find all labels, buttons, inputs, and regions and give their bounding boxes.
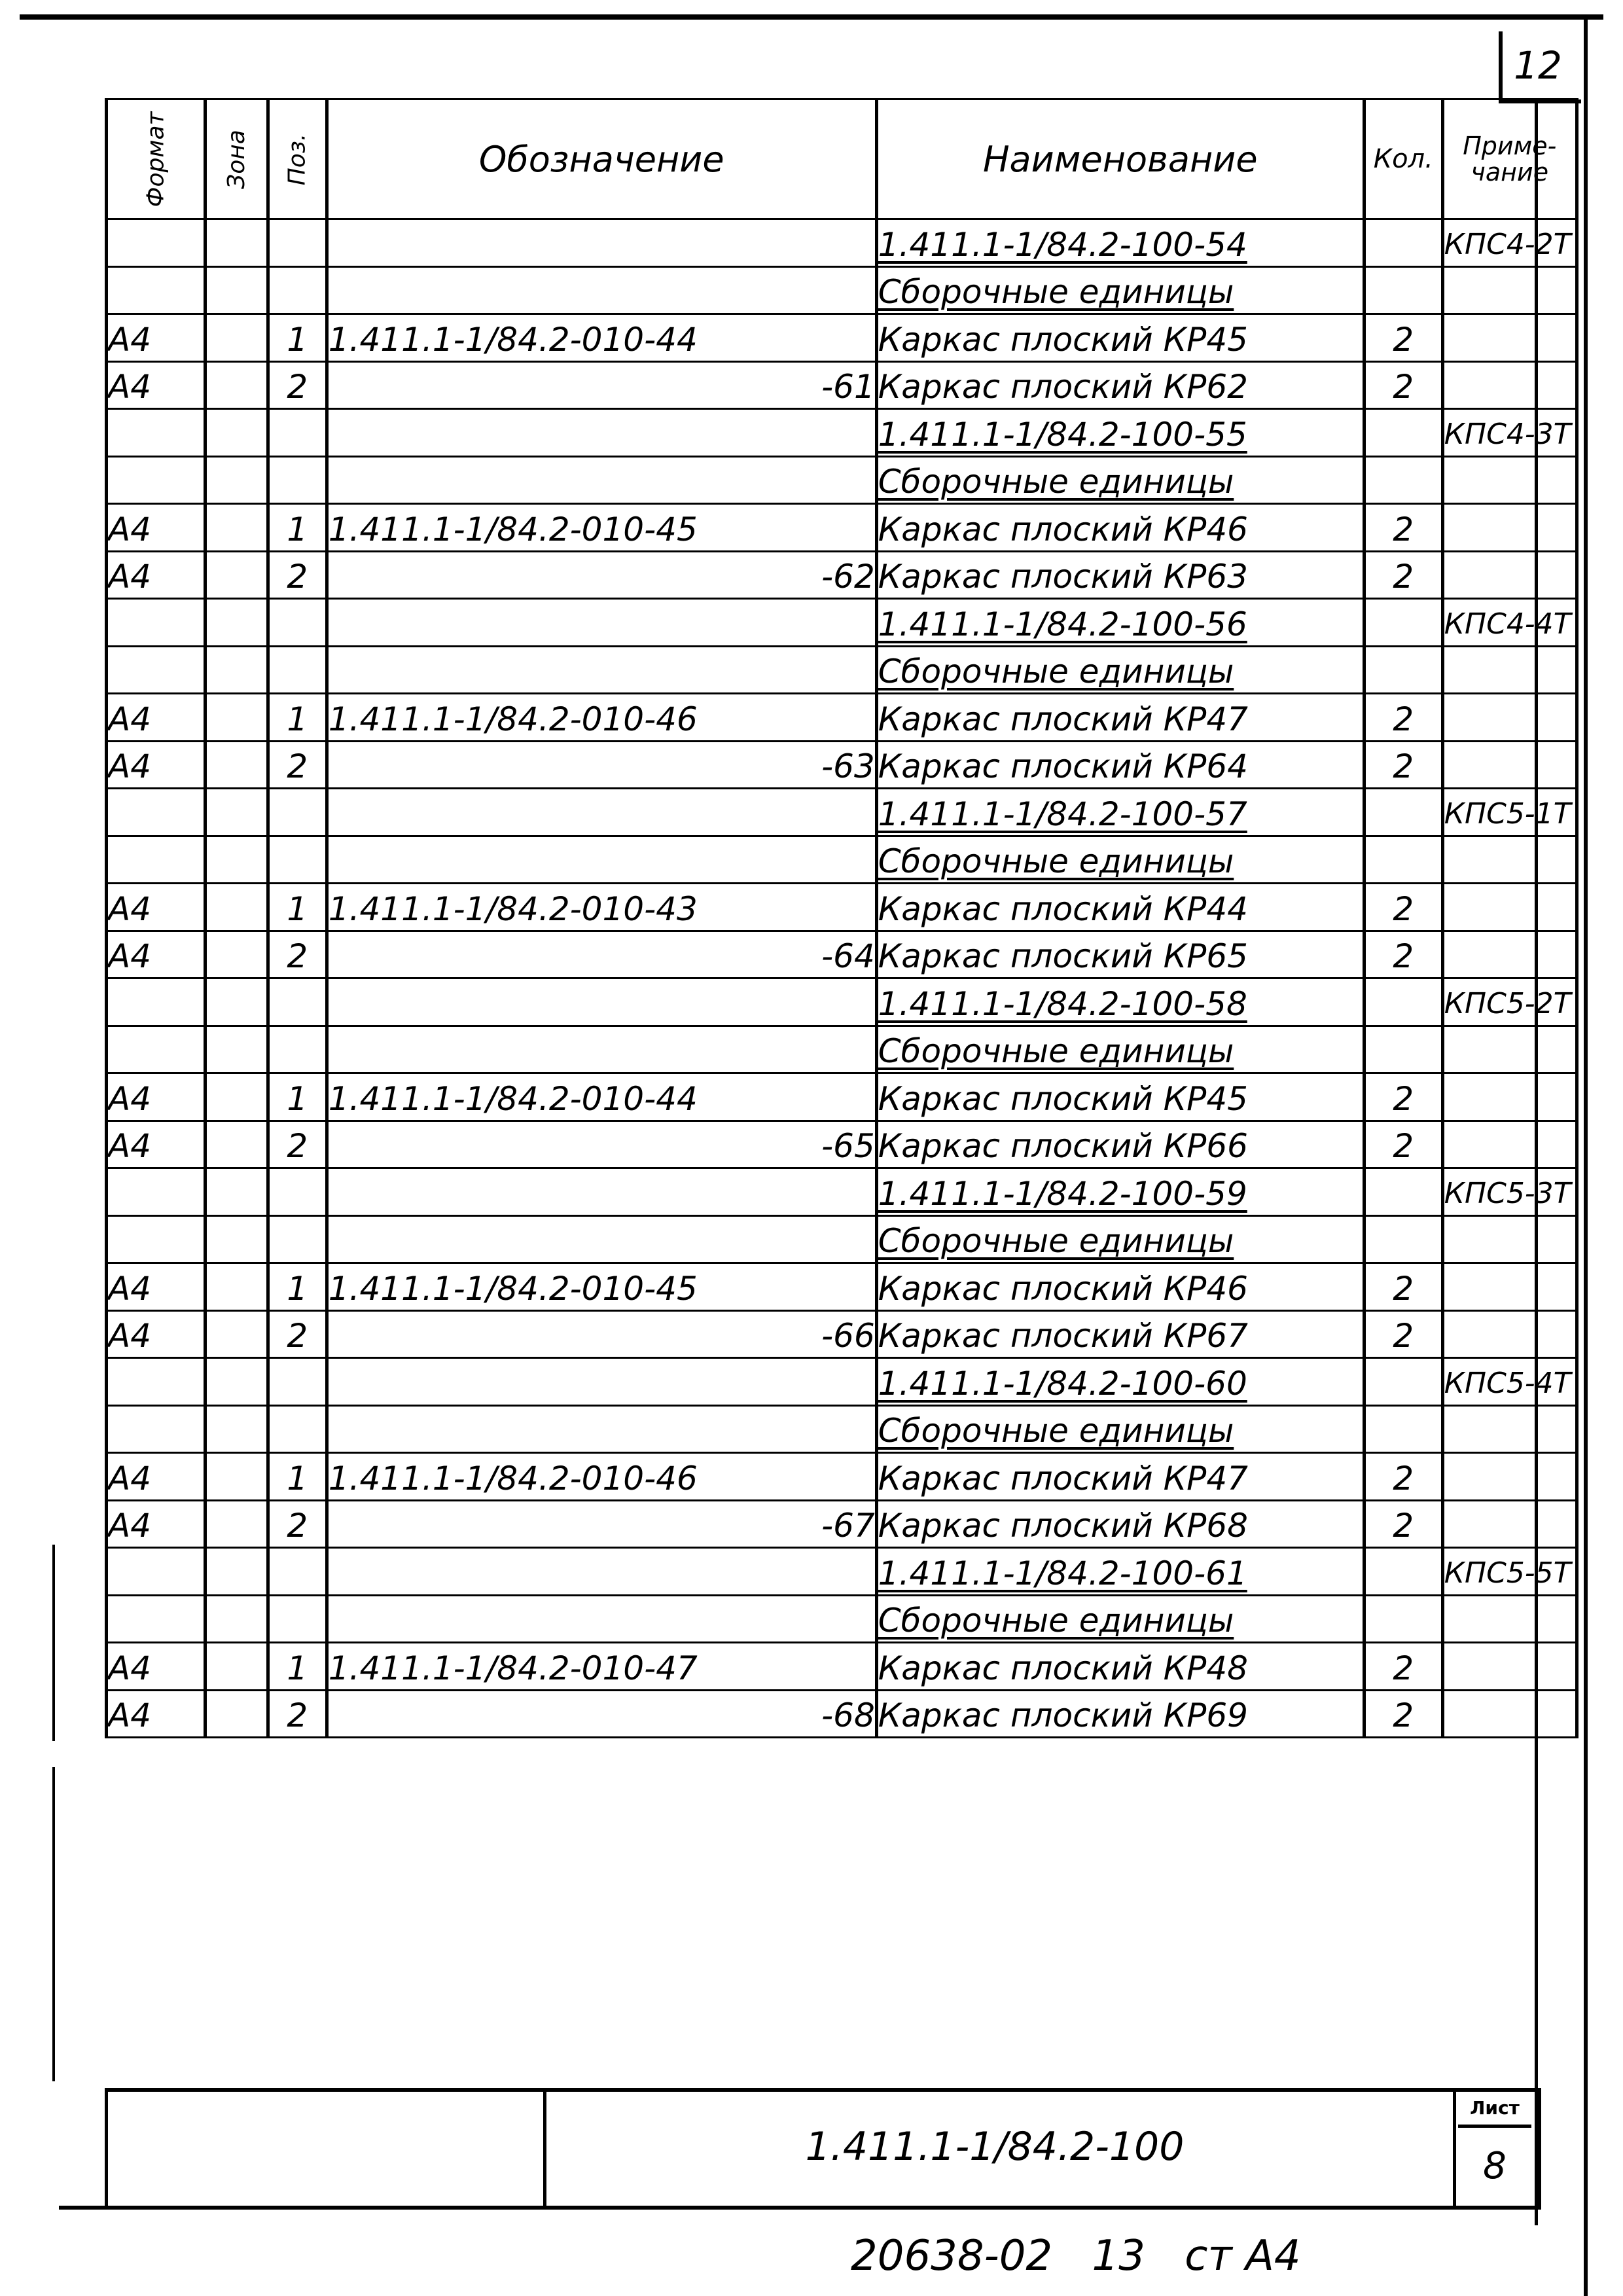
- cell-qty: [1364, 599, 1442, 647]
- table-row: [107, 1263, 1577, 1311]
- cell-designation: [327, 409, 876, 457]
- cell-qty: 2: [1364, 361, 1442, 409]
- cell-pos: [268, 409, 327, 457]
- table-row: [107, 1358, 1577, 1406]
- cell-zone: [205, 1263, 268, 1311]
- cell-qty: 2: [1364, 931, 1442, 978]
- cell-pos: [268, 1026, 327, 1073]
- cell-zone: [205, 456, 268, 504]
- cell-qty: [1364, 978, 1442, 1026]
- cell-designation: -61: [327, 361, 876, 409]
- title-block-divider: [543, 2088, 546, 2206]
- table-header-row: [107, 99, 1577, 219]
- cell-name: Каркас плоский КР46: [876, 1263, 1364, 1311]
- cell-name: Сборочные единицы: [876, 456, 1364, 504]
- cell-zone: [205, 1595, 268, 1643]
- table-row: [107, 1643, 1577, 1691]
- cell-qty: 2: [1364, 504, 1442, 552]
- cell-designation: [327, 599, 876, 647]
- cell-name: Сборочные единицы: [876, 646, 1364, 694]
- cell-name: Каркас плоский КР67: [876, 1310, 1364, 1358]
- table-row: [107, 1073, 1577, 1121]
- table-row: [107, 409, 1577, 457]
- cell-designation: -65: [327, 1121, 876, 1168]
- cell-format: А4: [107, 884, 205, 931]
- cell-name: 1.411.1-1/84.2-100-57: [876, 789, 1364, 836]
- cell-designation: [327, 789, 876, 836]
- cell-zone: [205, 646, 268, 694]
- cell-format: А4: [107, 741, 205, 789]
- sheet-right-border: [1584, 20, 1588, 2296]
- margin-mark: [52, 1767, 55, 2081]
- cell-zone: [205, 789, 268, 836]
- cell-note: КПС5-2Т: [1442, 978, 1577, 1026]
- header-zone: Зона: [205, 99, 268, 219]
- cell-zone: [205, 931, 268, 978]
- cell-name: Каркас плоский КР46: [876, 504, 1364, 552]
- cell-format: А4: [107, 1500, 205, 1548]
- cell-designation: -63: [327, 741, 876, 789]
- cell-format: [107, 978, 205, 1026]
- table-row: [107, 1453, 1577, 1501]
- cell-pos: [268, 1358, 327, 1406]
- cell-designation: [327, 1168, 876, 1216]
- cell-pos: [268, 836, 327, 884]
- cell-zone: [205, 1073, 268, 1121]
- cell-name: Каркас плоский КР63: [876, 551, 1364, 599]
- archive-number: 20638-02: [851, 2232, 1053, 2280]
- cell-pos: [268, 1595, 327, 1643]
- cell-designation: 1.411.1-1/84.2-010-46: [327, 1453, 876, 1501]
- cell-pos: 2: [268, 1121, 327, 1168]
- table-row: [107, 646, 1577, 694]
- sheet-top-border: [20, 14, 1603, 20]
- cell-qty: [1364, 1215, 1442, 1263]
- cell-pos: 2: [268, 551, 327, 599]
- title-block-sheet-number: 8: [1483, 2145, 1507, 2187]
- cell-format: А4: [107, 1263, 205, 1311]
- cell-format: [107, 456, 205, 504]
- cell-note: [1442, 1073, 1577, 1121]
- cell-zone: [205, 361, 268, 409]
- cell-pos: [268, 1405, 327, 1453]
- cell-pos: [268, 219, 327, 267]
- cell-format: [107, 1358, 205, 1406]
- cell-qty: [1364, 219, 1442, 267]
- title-block-document-code: 1.411.1-1/84.2-100: [805, 2124, 1185, 2170]
- cell-pos: 1: [268, 504, 327, 552]
- cell-designation: [327, 456, 876, 504]
- header-designation: Обозначение: [327, 99, 876, 219]
- specification-table: [105, 98, 1578, 1738]
- cell-pos: [268, 1215, 327, 1263]
- cell-qty: [1364, 1595, 1442, 1643]
- cell-qty: 2: [1364, 551, 1442, 599]
- cell-pos: [268, 789, 327, 836]
- cell-name: Сборочные единицы: [876, 1026, 1364, 1073]
- cell-qty: 2: [1364, 1263, 1442, 1311]
- cell-pos: [268, 978, 327, 1026]
- cell-qty: 2: [1364, 314, 1442, 362]
- table-row: [107, 1500, 1577, 1548]
- cell-format: [107, 266, 205, 314]
- cell-name: Каркас плоский КР68: [876, 1500, 1364, 1548]
- cell-note: [1442, 1026, 1577, 1073]
- cell-name: Сборочные единицы: [876, 1215, 1364, 1263]
- header-note: Приме-чание: [1442, 99, 1577, 219]
- cell-zone: [205, 219, 268, 267]
- cell-zone: [205, 1310, 268, 1358]
- cell-qty: [1364, 266, 1442, 314]
- cell-format: А4: [107, 694, 205, 742]
- cell-name: Каркас плоский КР64: [876, 741, 1364, 789]
- table-row: [107, 1405, 1577, 1453]
- cell-designation: -64: [327, 931, 876, 978]
- cell-format: [107, 599, 205, 647]
- cell-note: [1442, 314, 1577, 362]
- cell-qty: [1364, 1026, 1442, 1073]
- cell-zone: [205, 1026, 268, 1073]
- table-row: [107, 1026, 1577, 1073]
- cell-designation: [327, 978, 876, 1026]
- cell-pos: 2: [268, 931, 327, 978]
- cell-designation: [327, 1358, 876, 1406]
- cell-designation: 1.411.1-1/84.2-010-44: [327, 1073, 876, 1121]
- cell-zone: [205, 1215, 268, 1263]
- cell-note: [1442, 1121, 1577, 1168]
- cell-name: Каркас плоский КР48: [876, 1643, 1364, 1691]
- cell-designation: 1.411.1-1/84.2-010-45: [327, 1263, 876, 1311]
- cell-name: Каркас плоский КР62: [876, 361, 1364, 409]
- cell-pos: 1: [268, 694, 327, 742]
- table-row: [107, 456, 1577, 504]
- archive-page: 13: [1092, 2232, 1145, 2280]
- cell-format: [107, 219, 205, 267]
- table-row: [107, 504, 1577, 552]
- cell-designation: -67: [327, 1500, 876, 1548]
- table-row: [107, 219, 1577, 267]
- cell-zone: [205, 884, 268, 931]
- cell-pos: [268, 599, 327, 647]
- cell-note: [1442, 884, 1577, 931]
- cell-note: [1442, 456, 1577, 504]
- cell-format: [107, 409, 205, 457]
- cell-designation: [327, 836, 876, 884]
- cell-pos: 1: [268, 1073, 327, 1121]
- cell-pos: 1: [268, 884, 327, 931]
- table-row: [107, 931, 1577, 978]
- cell-pos: 1: [268, 1263, 327, 1311]
- cell-qty: [1364, 1548, 1442, 1596]
- cell-qty: [1364, 646, 1442, 694]
- cell-name: 1.411.1-1/84.2-100-60: [876, 1358, 1364, 1406]
- sheet-bottom-border: [59, 2206, 1538, 2210]
- cell-qty: 2: [1364, 1643, 1442, 1691]
- cell-note: [1442, 504, 1577, 552]
- cell-format: [107, 646, 205, 694]
- header-qty: Кол.: [1364, 99, 1442, 219]
- table-row: [107, 1548, 1577, 1596]
- cell-designation: [327, 1405, 876, 1453]
- cell-designation: -66: [327, 1310, 876, 1358]
- table-row: [107, 836, 1577, 884]
- margin-mark: [52, 1545, 55, 1741]
- table-row: [107, 266, 1577, 314]
- cell-format: [107, 789, 205, 836]
- cell-note: КПС5-4Т: [1442, 1358, 1577, 1406]
- cell-designation: 1.411.1-1/84.2-010-46: [327, 694, 876, 742]
- table-row: [107, 1121, 1577, 1168]
- cell-format: А4: [107, 931, 205, 978]
- cell-pos: 1: [268, 1643, 327, 1691]
- cell-format: [107, 1168, 205, 1216]
- cell-format: [107, 1026, 205, 1073]
- table-row: [107, 599, 1577, 647]
- cell-qty: 2: [1364, 1073, 1442, 1121]
- cell-pos: [268, 456, 327, 504]
- cell-name: 1.411.1-1/84.2-100-56: [876, 599, 1364, 647]
- cell-qty: 2: [1364, 1121, 1442, 1168]
- cell-qty: 2: [1364, 1690, 1442, 1738]
- cell-note: [1442, 1595, 1577, 1643]
- cell-zone: [205, 599, 268, 647]
- cell-qty: 2: [1364, 1453, 1442, 1501]
- cell-format: А4: [107, 314, 205, 362]
- cell-designation: 1.411.1-1/84.2-010-43: [327, 884, 876, 931]
- archive-footer: [851, 2232, 1327, 2280]
- cell-name: Сборочные единицы: [876, 836, 1364, 884]
- cell-name: Сборочные единицы: [876, 1405, 1364, 1453]
- cell-note: КПС4-4Т: [1442, 599, 1577, 647]
- cell-name: Каркас плоский КР45: [876, 1073, 1364, 1121]
- cell-format: А4: [107, 1310, 205, 1358]
- cell-note: [1442, 1263, 1577, 1311]
- cell-note: [1442, 1643, 1577, 1691]
- cell-format: А4: [107, 504, 205, 552]
- cell-designation: -62: [327, 551, 876, 599]
- header-name: Наименование: [876, 99, 1364, 219]
- cell-format: [107, 1548, 205, 1596]
- cell-qty: 2: [1364, 1500, 1442, 1548]
- cell-pos: [268, 266, 327, 314]
- cell-note: [1442, 361, 1577, 409]
- cell-qty: [1364, 789, 1442, 836]
- header-format: Формат: [107, 99, 205, 219]
- cell-note: КПС5-3Т: [1442, 1168, 1577, 1216]
- cell-zone: [205, 504, 268, 552]
- cell-note: [1442, 694, 1577, 742]
- cell-pos: [268, 646, 327, 694]
- cell-pos: [268, 1548, 327, 1596]
- cell-name: 1.411.1-1/84.2-100-61: [876, 1548, 1364, 1596]
- table-row: [107, 551, 1577, 599]
- cell-zone: [205, 1405, 268, 1453]
- cell-name: 1.411.1-1/84.2-100-59: [876, 1168, 1364, 1216]
- cell-designation: 1.411.1-1/84.2-010-47: [327, 1643, 876, 1691]
- cell-zone: [205, 314, 268, 362]
- table-row: [107, 741, 1577, 789]
- cell-name: Каркас плоский КР69: [876, 1690, 1364, 1738]
- cell-note: [1442, 551, 1577, 599]
- cell-designation: [327, 1548, 876, 1596]
- cell-format: А4: [107, 1690, 205, 1738]
- cell-pos: 2: [268, 361, 327, 409]
- cell-name: 1.411.1-1/84.2-100-55: [876, 409, 1364, 457]
- cell-designation: [327, 1215, 876, 1263]
- cell-name: Сборочные единицы: [876, 266, 1364, 314]
- cell-qty: 2: [1364, 1310, 1442, 1358]
- cell-qty: [1364, 1168, 1442, 1216]
- cell-zone: [205, 551, 268, 599]
- cell-designation: [327, 1595, 876, 1643]
- cell-pos: 2: [268, 1310, 327, 1358]
- cell-zone: [205, 1168, 268, 1216]
- cell-note: [1442, 1690, 1577, 1738]
- cell-designation: [327, 266, 876, 314]
- cell-note: [1442, 836, 1577, 884]
- cell-name: Каркас плоский КР47: [876, 694, 1364, 742]
- table-row: [107, 789, 1577, 836]
- cell-zone: [205, 1453, 268, 1501]
- cell-format: [107, 1215, 205, 1263]
- cell-pos: 1: [268, 314, 327, 362]
- cell-note: [1442, 266, 1577, 314]
- cell-note: [1442, 741, 1577, 789]
- cell-zone: [205, 741, 268, 789]
- cell-qty: [1364, 836, 1442, 884]
- cell-zone: [205, 1643, 268, 1691]
- cell-format: А4: [107, 1453, 205, 1501]
- table-row: [107, 1310, 1577, 1358]
- cell-qty: [1364, 456, 1442, 504]
- cell-zone: [205, 1121, 268, 1168]
- corner-sheet-number: 12: [1514, 43, 1562, 88]
- cell-zone: [205, 266, 268, 314]
- cell-name: Каркас плоский КР66: [876, 1121, 1364, 1168]
- cell-pos: 2: [268, 741, 327, 789]
- cell-name: Каркас плоский КР47: [876, 1453, 1364, 1501]
- cell-zone: [205, 1690, 268, 1738]
- cell-name: 1.411.1-1/84.2-100-54: [876, 219, 1364, 267]
- cell-pos: 2: [268, 1500, 327, 1548]
- cell-zone: [205, 1358, 268, 1406]
- cell-note: [1442, 1500, 1577, 1548]
- cell-name: Каркас плоский КР65: [876, 931, 1364, 978]
- cell-note: [1442, 646, 1577, 694]
- header-pos: Поз.: [268, 99, 327, 219]
- cell-name: Каркас плоский КР45: [876, 314, 1364, 362]
- cell-note: КПС5-5Т: [1442, 1548, 1577, 1596]
- cell-zone: [205, 836, 268, 884]
- cell-note: КПС4-3Т: [1442, 409, 1577, 457]
- cell-format: А4: [107, 361, 205, 409]
- cell-note: [1442, 931, 1577, 978]
- cell-designation: [327, 646, 876, 694]
- table-row: [107, 1215, 1577, 1263]
- cell-note: КПС5-1Т: [1442, 789, 1577, 836]
- table-row: [107, 1690, 1577, 1738]
- cell-format: [107, 1595, 205, 1643]
- cell-designation: 1.411.1-1/84.2-010-44: [327, 314, 876, 362]
- table-row: [107, 361, 1577, 409]
- table-row: [107, 694, 1577, 742]
- cell-qty: [1364, 409, 1442, 457]
- cell-qty: [1364, 1405, 1442, 1453]
- table-row: [107, 1595, 1577, 1643]
- cell-name: Каркас плоский КР44: [876, 884, 1364, 931]
- cell-note: [1442, 1310, 1577, 1358]
- cell-note: [1442, 1405, 1577, 1453]
- cell-note: [1442, 1215, 1577, 1263]
- table-row: [107, 884, 1577, 931]
- archive-format: ст А4: [1185, 2232, 1301, 2280]
- cell-name: 1.411.1-1/84.2-100-58: [876, 978, 1364, 1026]
- cell-pos: 1: [268, 1453, 327, 1501]
- cell-qty: 2: [1364, 694, 1442, 742]
- cell-format: А4: [107, 1121, 205, 1168]
- cell-zone: [205, 1548, 268, 1596]
- cell-designation: 1.411.1-1/84.2-010-45: [327, 504, 876, 552]
- cell-designation: [327, 1026, 876, 1073]
- cell-zone: [205, 978, 268, 1026]
- cell-format: [107, 836, 205, 884]
- table-row: [107, 1168, 1577, 1216]
- cell-pos: [268, 1168, 327, 1216]
- cell-format: [107, 1405, 205, 1453]
- cell-designation: [327, 219, 876, 267]
- cell-format: А4: [107, 551, 205, 599]
- cell-format: А4: [107, 1073, 205, 1121]
- title-block-sheet-label: Лист: [1458, 2092, 1531, 2128]
- cell-qty: 2: [1364, 741, 1442, 789]
- cell-name: Сборочные единицы: [876, 1595, 1364, 1643]
- cell-zone: [205, 694, 268, 742]
- cell-note: КПС4-2Т: [1442, 219, 1577, 267]
- table-row: [107, 978, 1577, 1026]
- cell-note: [1442, 1453, 1577, 1501]
- table-row: [107, 314, 1577, 362]
- cell-qty: 2: [1364, 884, 1442, 931]
- cell-designation: -68: [327, 1690, 876, 1738]
- cell-qty: [1364, 1358, 1442, 1406]
- cell-zone: [205, 409, 268, 457]
- cell-zone: [205, 1500, 268, 1548]
- cell-format: А4: [107, 1643, 205, 1691]
- cell-pos: 2: [268, 1690, 327, 1738]
